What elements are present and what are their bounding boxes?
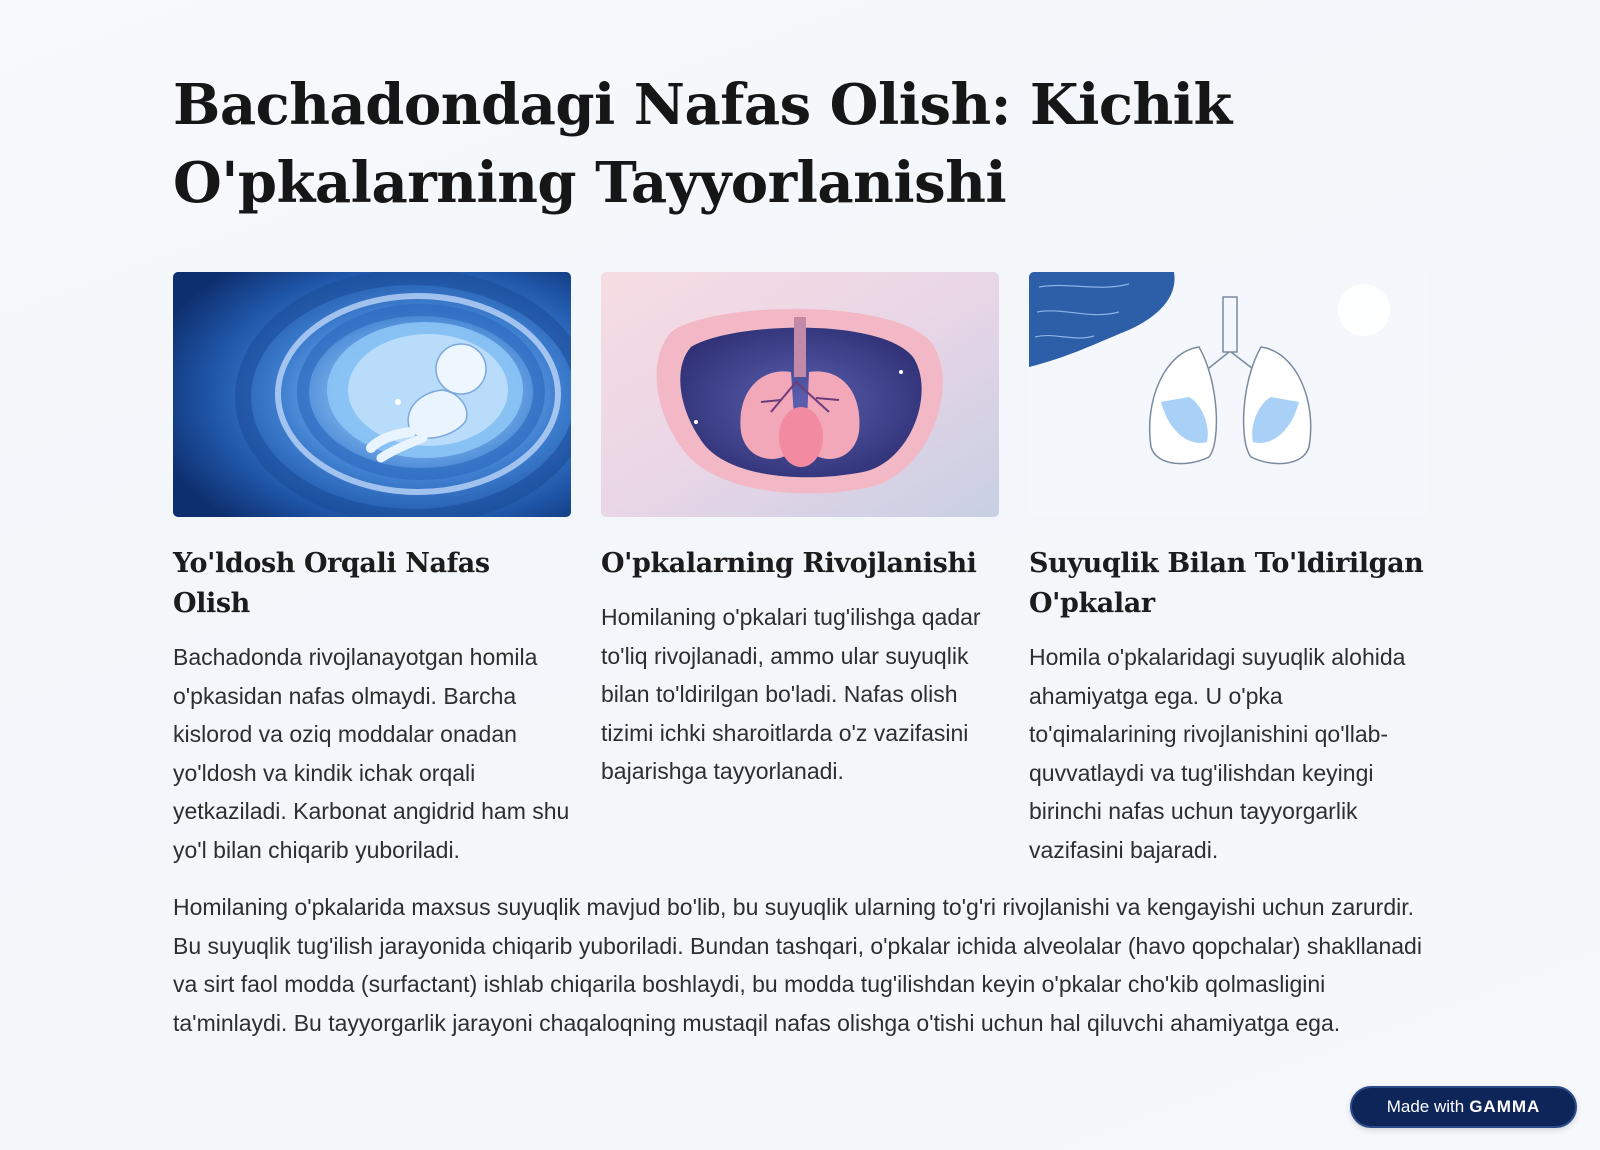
body-paragraph: Homilaning o'pkalarida maxsus suyuqlik mavjud bo'lib, bu suyuqlik ularning to'g'ri rivojlanishi va kengayishi uchun zarurdir. Bu suyuqlik tug'ilish jarayonida chiqarib yuboriladi. Bundan tashqari, o'pkalar ichida alveolalar (havo qopchalar) shakllanadi va sirt faol modda (surfactant) ishlab chiqarila boshlaydi, bu modda tug'ilishdan keyin o'pkalar cho'kib qolmasligini ta'minlaydi. Bu tayyorgarlik jarayoni chaqaloqning mustaqil nafas olishga o'tishi uchun hal qiluvchi ahamiyatga ega. <box>173 894 1422 1036</box>
card-text: Homila o'pkalaridagi suyuqlik alohida ahamiyatga ega. U o'pka to'qimalarining rivojlanishini qo'llab-quvvatlaydi va tug'ilishdan keyingi birinchi nafas uchun tayyorgarlik vazifasini bajaradi. <box>1029 644 1406 863</box>
card-heading: O'pkalarning Rivojlanishi <box>601 548 977 579</box>
fetus-in-womb-image <box>173 272 571 517</box>
gamma-logo: GAMMA <box>1469 1097 1541 1116</box>
card-fluid-filled-lungs <box>1029 272 1429 869</box>
made-with-gamma-badge[interactable] <box>1350 1086 1577 1128</box>
card-heading: Suyuqlik Bilan To'ldirilgan O'pkalar <box>1029 548 1424 619</box>
page-title: Bachadondagi Nafas Olish: Kichik O'pkalarning Tayyorlanishi <box>173 72 1232 216</box>
fetal-lungs-image <box>601 272 999 517</box>
card-text: Bachadonda rivojlanayotgan homila o'pkasidan nafas olmaydi. Barcha kislorod va oziq moddalar onadan yo'ldosh va kindik ichak orqali yetkaziladi. Karbonat angidrid ham shu yo'l bilan chiqarib yuboriladi. <box>173 644 570 863</box>
card-heading: Yo'ldosh Orqali Nafas Olish <box>173 548 490 619</box>
card-placenta-breathing <box>173 272 573 869</box>
badge-prefix: Made with <box>1386 1097 1465 1116</box>
card-text: Homilaning o'pkalari tug'ilishga qadar to'liq rivojlanadi, ammo ular suyuqlik bilan to'ldirilgan bo'ladi. Nafas olish tizimi ichki sharoitlarda o'z vazifasini bajarishga tayyorlanadi. <box>601 604 981 784</box>
card-lung-development <box>601 272 1001 791</box>
fluid-filled-lungs-image <box>1029 272 1427 517</box>
